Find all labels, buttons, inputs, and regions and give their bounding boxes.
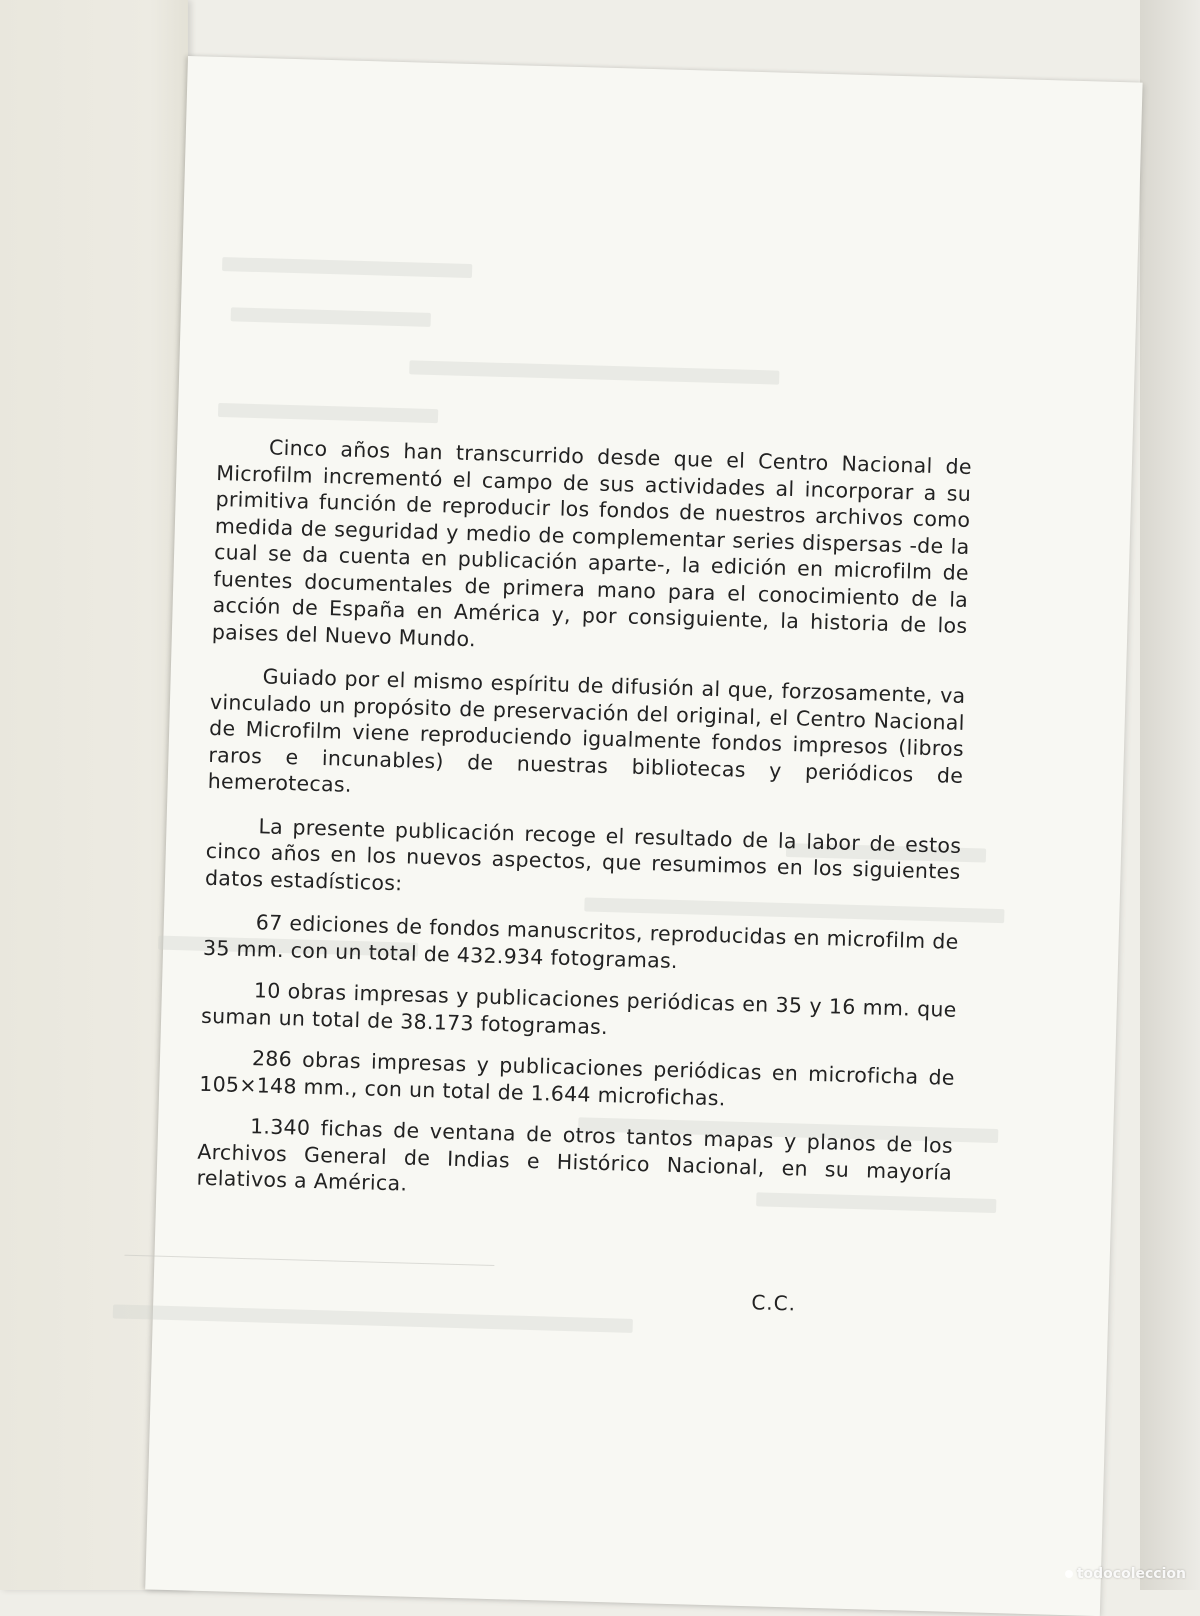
body-text [196,433,972,1227]
statistic-item: 286 obras impresas y publicaciones periódicas en microficha de 105×148 mm., con un total de 1.644 microfichas. [198,1046,956,1110]
statistic-item: 67 ediciones de fondos manuscritos, reproducidas en microfilm de 35 mm. con un total de 432.934 fotogramas. [202,910,959,973]
bleed-through-mark [222,257,472,278]
paragraph: La presente publicación recoge el resultado de la labor de estos cinco años en los nuevos aspectos, que resumimos en los siguientes datos estadísticos: [204,813,962,895]
site-watermark [1065,1566,1186,1582]
watermark-text: todocoleccion [1076,1566,1186,1582]
bleed-through-mark [409,360,779,384]
bleed-through-mark [113,1304,633,1333]
signature-initials: C.C. [751,1290,797,1316]
paragraph: Cinco años han transcurrido desde que el Centro Nacional de Microfilm incrementó el campo de sus actividades al incorporar a su primitiva función de reproducir los fondos de nuestros archivos como medida de seguridad y medio de complementar series dispersas -de la cual se da cuenta en publicación aparte-, la edición en microfilm de fuentes documentales de primera mano para el conocimiento de la acción de España en América y, por consiguiente, la historia de los paises del Nuevo Mundo. [211,435,973,651]
background-gutter [1140,0,1200,1590]
document-page [145,56,1142,1616]
watermark-logo-icon [1065,1570,1073,1578]
statistic-item: 1.340 fichas de ventana de otros tantos mapas y planos de los Archivos General de Indias e Histórico Nacional, en su mayoría relativos a América. [196,1114,954,1196]
bleed-through-rule [124,1255,494,1266]
bleed-through-mark [218,403,438,423]
statistic-item: 10 obras impresas y publicaciones periódicas en 35 y 16 mm. que suman un total de 38.173 fotogramas. [200,978,958,1039]
bleed-through-mark [231,307,431,327]
paragraph: Guiado por el mismo espíritu de difusión al que, forzosamente, va vinculado un propósito de preservación del original, el Centro Nacional de Microfilm viene reproduciendo igualmente fondos impresos (libros raros e incunables) de nuestras bibliotecas y periódicos de hemerotecas. [207,664,966,797]
